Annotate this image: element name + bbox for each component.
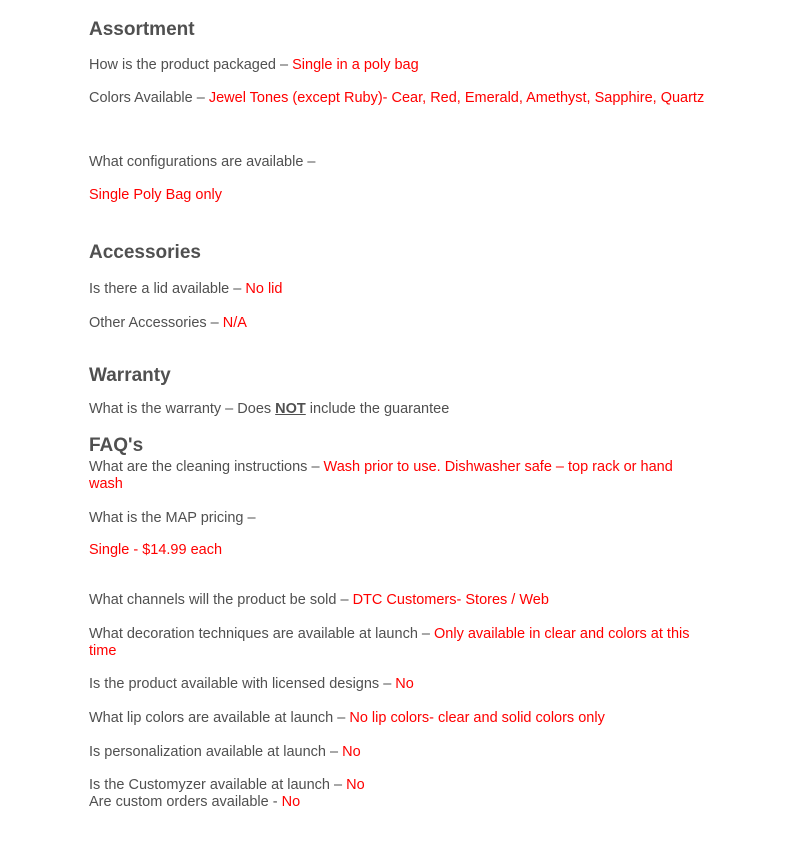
lid-answer: No lid — [245, 281, 283, 297]
lip-colors-line — [89, 710, 605, 727]
colors-line — [89, 90, 709, 107]
custom-orders-line — [89, 794, 300, 811]
other-accessories-answer: N/A — [222, 315, 247, 331]
packaged-line — [89, 57, 419, 74]
customyzer-line — [89, 777, 365, 794]
personalization-line — [89, 744, 361, 761]
faqs-heading: FAQ's — [89, 435, 144, 456]
lid-line — [89, 281, 282, 298]
cleaning-answer: Wash prior to use. Dishwasher safe – top rack or hand wash — [89, 459, 673, 492]
licensed-question: Is the product available with licensed designs – — [89, 676, 396, 692]
decoration-answer: Only available in clear and colors at this time — [89, 626, 690, 659]
warranty-heading: Warranty — [89, 365, 171, 386]
configurations-answer: Single Poly Bag only — [89, 187, 222, 203]
customyzer-answer: No — [346, 777, 365, 793]
other-accessories-question: Other Accessories – — [89, 315, 223, 331]
decoration-question: What decoration techniques are available at launch – — [89, 626, 434, 642]
channels-question: What channels will the product be sold – — [89, 592, 353, 608]
colors-answer: Jewel Tones (except Ruby)- Cear, Red, Emerald, Amethyst, Sapphire, Quartz — [208, 90, 705, 106]
lid-question: Is there a lid available – — [89, 281, 246, 297]
accessories-heading: Accessories — [89, 242, 201, 263]
channels-answer: DTC Customers- Stores / Web — [352, 592, 549, 608]
assortment-heading: Assortment — [89, 19, 195, 40]
personalization-answer: No — [342, 744, 361, 760]
cleaning-line — [89, 459, 709, 493]
customyzer-question: Is the Customyzer available at launch – — [89, 777, 347, 793]
custom-orders-question: Are custom orders available - — [89, 794, 282, 810]
licensed-answer: No — [395, 676, 414, 692]
configurations-question: What configurations are available – — [89, 154, 316, 170]
warranty-question-suffix: include the guarantee — [305, 401, 450, 417]
packaged-answer: Single in a poly bag — [292, 57, 419, 73]
channels-line — [89, 592, 549, 609]
packaged-question: How is the product packaged – — [89, 57, 293, 73]
warranty-question-prefix: What is the warranty – Does — [89, 401, 276, 417]
map-question: What is the MAP pricing – — [89, 510, 256, 526]
lip-colors-answer: No lip colors- clear and solid colors only — [349, 710, 605, 726]
cleaning-question: What are the cleaning instructions – — [89, 459, 324, 475]
colors-question: Colors Available – — [89, 90, 209, 106]
personalization-question: Is personalization available at launch – — [89, 744, 343, 760]
map-answer: Single - $14.99 each — [89, 542, 223, 558]
licensed-line — [89, 676, 414, 693]
warranty-line — [89, 401, 449, 418]
warranty-emphasis: NOT — [275, 401, 306, 417]
other-accessories-line — [89, 315, 247, 332]
decoration-line — [89, 626, 709, 660]
lip-colors-question: What lip colors are available at launch – — [89, 710, 350, 726]
custom-orders-answer: No — [281, 794, 301, 810]
